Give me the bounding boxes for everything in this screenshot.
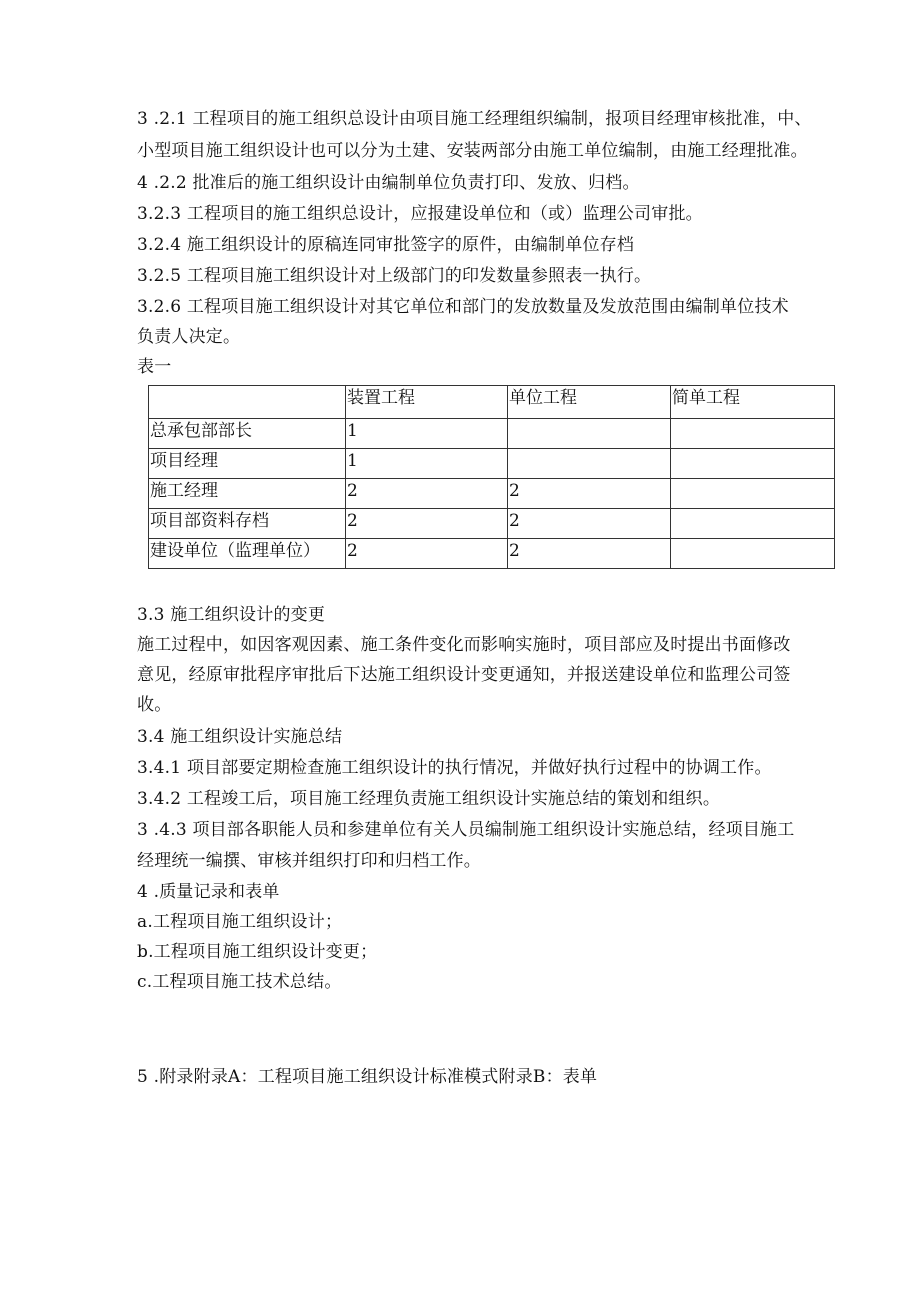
table-cell (671, 539, 835, 569)
table-header-cell: 装置工程 (346, 386, 508, 419)
table-cell (671, 419, 835, 449)
table-cell: 1 (346, 419, 508, 449)
para-3-3-line3: 收。 (137, 695, 172, 715)
record-item-c: c.工程项目施工技术总结。 (137, 972, 342, 992)
record-item-b: b.工程项目施工组织设计变更； (137, 942, 378, 962)
para-3-4-2: 3.4.2 工程竣工后，项目施工经理负责施工组织设计实施总结的策划和组织。 (137, 789, 721, 809)
para-4-2-2: 4 .2.2 批准后的施工组织设计由编制单位负责打印、发放、归档。 (137, 173, 640, 193)
heading-3-3: 3.3 施工组织设计的变更 (137, 605, 326, 625)
table-cell (671, 449, 835, 479)
table-row (149, 449, 835, 479)
table-row (149, 419, 835, 449)
table-cell (508, 449, 671, 479)
table-header-cell: 简单工程 (671, 386, 835, 419)
para-3-3-line1: 施工过程中，如因客观因素、施工条件变化而影响实施时，项目部应及时提出书面修改 (137, 635, 791, 655)
table-cell: 项目部资料存档 (149, 509, 346, 539)
table-cell: 总承包部部长 (149, 419, 346, 449)
table-cell: 2 (508, 479, 671, 509)
table-row (149, 479, 835, 509)
table-header-cell: 单位工程 (508, 386, 671, 419)
para-3-2-6-line1: 3.2.6 工程项目施工组织设计对其它单位和部门的发放数量及发放范围由编制单位技术 (137, 297, 789, 317)
table-cell (508, 419, 671, 449)
table-cell (671, 479, 835, 509)
para-3-4-1: 3.4.1 项目部要定期检查施工组织设计的执行情况，并做好执行过程中的协调工作。 (137, 758, 772, 778)
distribution-table (148, 385, 835, 569)
table-header-row (149, 386, 835, 419)
para-3-2-1-line2: 小型项目施工组织设计也可以分为土建、安装两部分由施工单位编制，由施工经理批准。 (137, 141, 808, 161)
record-item-a: a.工程项目施工组织设计； (137, 912, 343, 932)
heading-5-appendix: 5 .附录附录A：工程项目施工组织设计标准模式附录B：表单 (137, 1067, 598, 1087)
table-cell: 1 (346, 449, 508, 479)
table-cell: 2 (346, 479, 508, 509)
table-cell: 2 (346, 509, 508, 539)
table-cell: 项目经理 (149, 449, 346, 479)
table-cell (671, 509, 835, 539)
table-header-cell (149, 386, 346, 419)
table-cell: 建设单位（监理单位） (149, 539, 346, 569)
table-caption: 表一 (137, 357, 172, 377)
para-3-2-5: 3.2.5 工程项目施工组织设计对上级部门的印发数量参照表一执行。 (137, 266, 652, 286)
para-3-4-3-line1: 3 .4.3 项目部各职能人员和参建单位有关人员编制施工组织设计实施总结，经项目施工 (137, 820, 795, 840)
table-row (149, 509, 835, 539)
table-cell: 2 (346, 539, 508, 569)
para-3-3-line2: 意见，经原审批程序审批后下达施工组织设计变更通知，并报送建设单位和监理公司签 (137, 665, 791, 685)
para-3-2-3: 3.2.3 工程项目的施工组织总设计，应报建设单位和（或）监理公司审批。 (137, 204, 703, 224)
table-cell: 2 (508, 539, 671, 569)
table-cell: 施工经理 (149, 479, 346, 509)
heading-3-4: 3.4 施工组织设计实施总结 (137, 727, 343, 747)
table-cell: 2 (508, 509, 671, 539)
para-3-4-3-line2: 经理统一编撰、审核并组织打印和归档工作。 (137, 851, 481, 871)
para-3-2-1-line1: 3 .2.1 工程项目的施工组织总设计由项目施工经理组织编制，报项目经理审核批准，中、 (137, 109, 812, 129)
heading-4-quality-records: 4 .质量记录和表单 (137, 882, 280, 902)
para-3-2-4: 3.2.4 施工组织设计的原稿连同审批签字的原件，由编制单位存档 (137, 235, 635, 255)
para-3-2-6-line2: 负责人决定。 (137, 327, 241, 347)
table-row (149, 539, 835, 569)
